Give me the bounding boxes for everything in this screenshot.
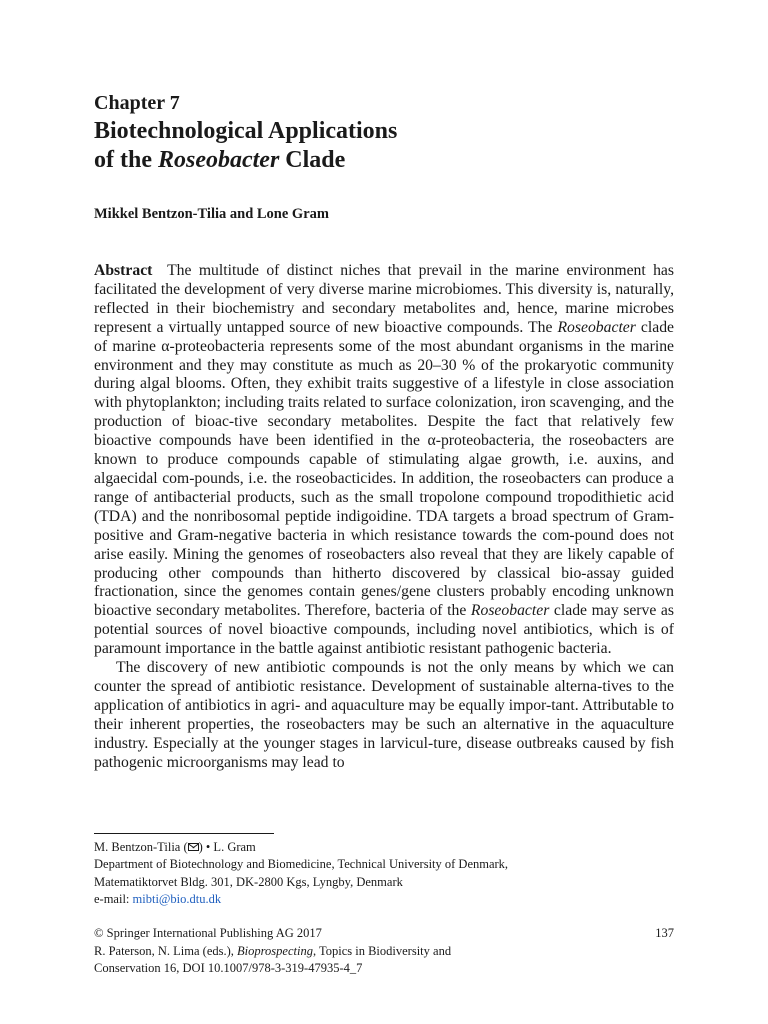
chapter-title: [94, 117, 674, 175]
affiliation-dept: Department of Biotechnology and Biomedicine, Technical University of Denmark,: [94, 857, 509, 872]
email-link[interactable]: mibti@bio.dtu.dk: [132, 891, 222, 906]
authors: Mikkel Bentzon-Tilia and Lone Gram: [94, 206, 329, 222]
abstract-heading: Abstract: [94, 262, 153, 279]
page-number: 137: [655, 926, 674, 940]
affiliation-email-line: e-mail: mibti@bio.dtu.dk: [94, 891, 222, 906]
envelope-icon: [188, 843, 199, 851]
copyright: © Springer International Publishing AG 2017: [94, 926, 322, 940]
citation-line2: Conservation 16, DOI 10.1007/978-3-319-47935-4_7: [94, 961, 363, 975]
chapter-label: Chapter 7: [94, 92, 180, 114]
affiliation-address: Matematiktorvet Bldg. 301, DK-2800 Kgs, Lyngby, Denmark: [94, 874, 403, 889]
abstract: [94, 262, 674, 772]
genus-name: Roseobacter: [157, 147, 280, 173]
footnote-rule: [94, 833, 274, 834]
abstract-paragraph-1: Abstract The multitude of distinct niches that prevail in the marine environment has facilitated the development of very diverse marine microbiomes. This diversity is, naturally, reflected in their biochemistry and secondary metabolites and, hence, marine microbes represent a virtually untapped source of new bioactive compounds. The Roseobacter clade of marine α-proteobacteria represents some of the most abundant organisms in the marine environment and they may constitute as much as 20–30 % of the prokaryotic community during algal blooms. Often, they exhibit traits suggestive of a lifestyle in close association with phytoplankton; including traits related to surface colonization, iron scavenging, and the production of bioac-tive secondary metabolites. Despite the fact that relatively few bioactive compounds have been identified in the α-proteobacteria, the roseobacters are known to produce compounds capable of stimulating algae growth, i.e. auxins, and algaecidal com-pounds, i.e. the roseobacticides. In addition, the roseobacters can produce a range of antibacterial products, such as the small tropolone compound tropodithietic acid (TDA) and the nonribosomal peptide indigoidine. TDA targets a broad spectrum of Gram-positive and Gram-negative bacteria in which resistance towards the com-pound does not arise easily. Mining the genomes of roseobacters also reveal that they are likely capable of producing other compounds than hitherto discovered by classical bio-assay guided fractionation, since the genomes contain genes/gene clusters probably encoding unknown bioactive secondary metabolites. Therefore, bacteria of the Roseobacter clade may serve as potential sources of novel bioactive compounds, including novel antibiotics, which is of paramount importance in the battle against antibiotic resistant pathogenic bacteria.: [94, 262, 674, 658]
footer: [94, 925, 674, 978]
citation-line1: R. Paterson, N. Lima (eds.), Bioprospecting, Topics in Biodiversity and: [94, 943, 452, 958]
affiliation-authors: M. Bentzon-Tilia ( ) • L. Gram: [94, 840, 256, 854]
chapter-title-line1: Biotechnological Applications: [94, 118, 398, 144]
abstract-paragraph-2: The discovery of new antibiotic compounds is not the only means by which we can counter the spread of antibiotic resistance. Development of sustainable alterna-tives to the application of antibiotics in agri- and aquaculture may be equally impor-tant. Attributable to their inherent properties, the roseobacters may be such an alternative in the aquaculture industry. Especially at the younger stages in larvicul-ture, disease outbreaks caused by fish pathogenic microorganisms may lead to: [94, 659, 674, 771]
affiliation: [94, 839, 674, 908]
chapter-title-line2: of the Roseobacter Clade: [94, 147, 346, 173]
